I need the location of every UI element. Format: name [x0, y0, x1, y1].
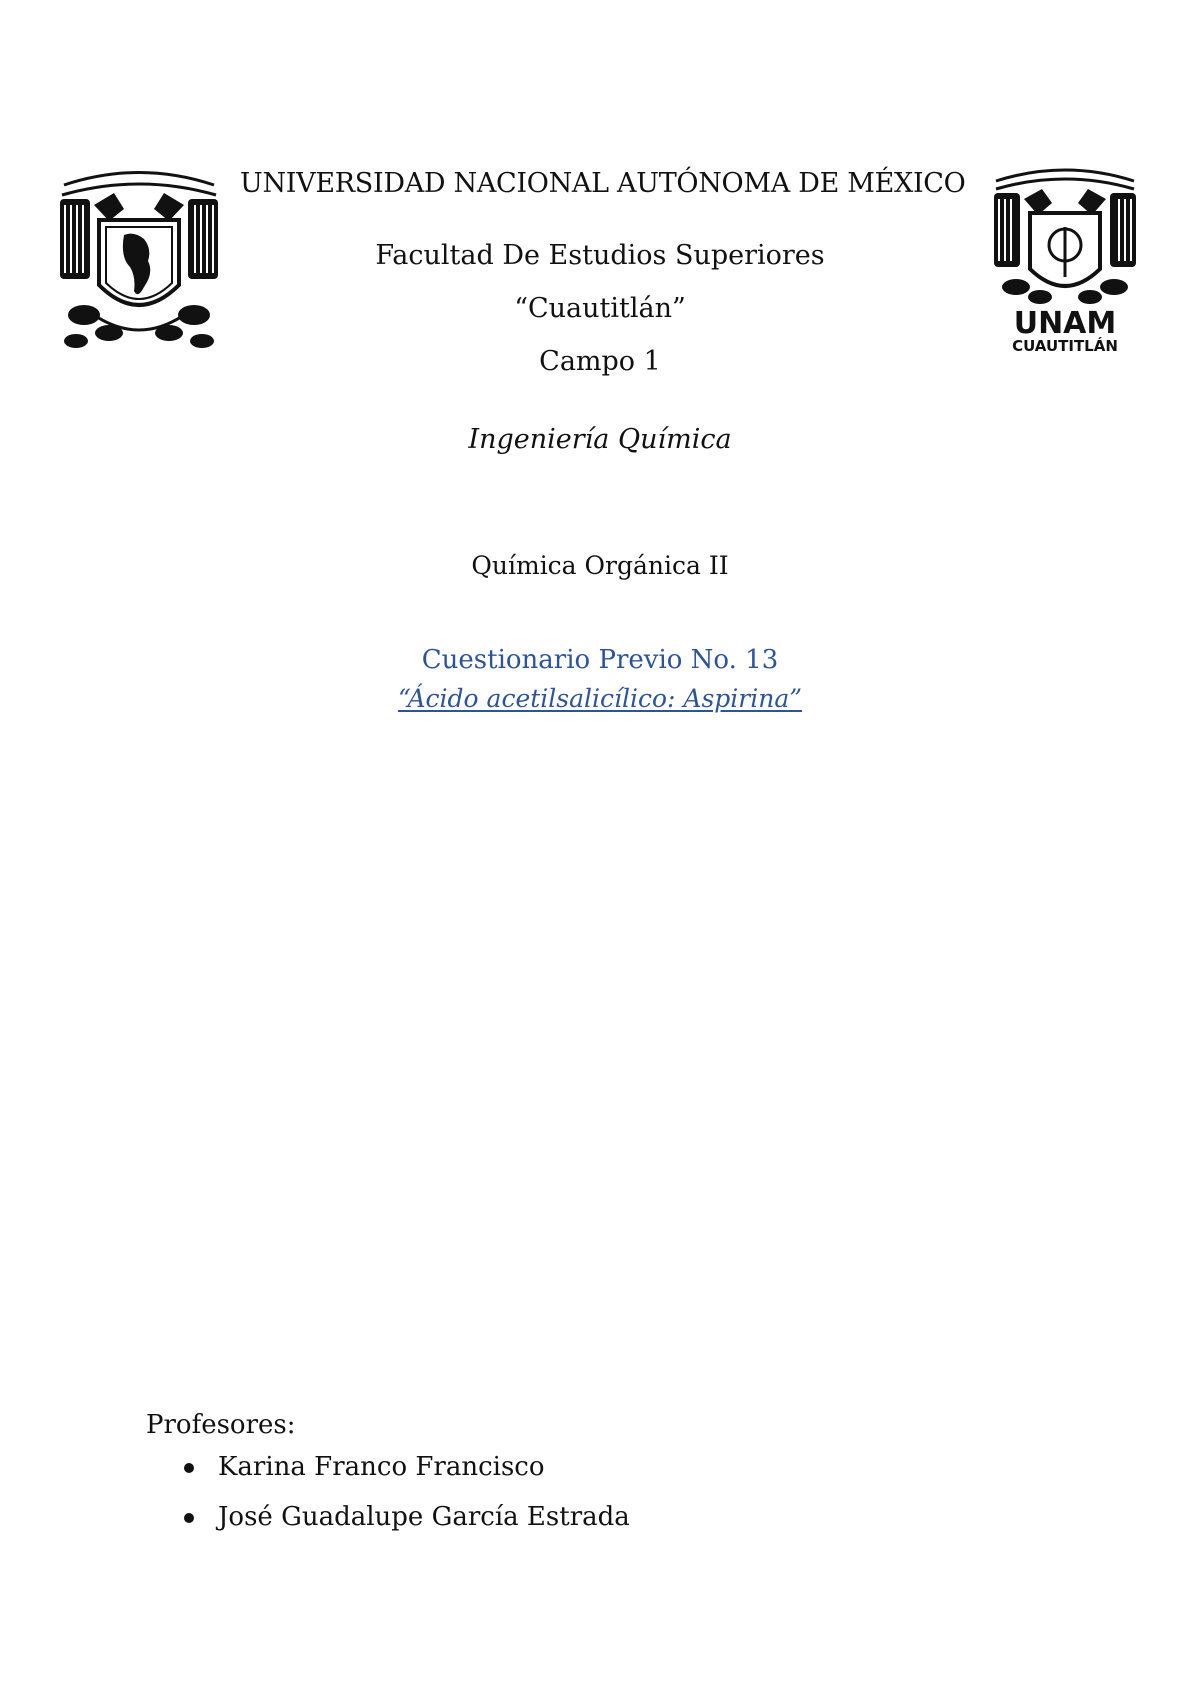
right-seal-caption-sub: CUAUTITLÁN [1012, 337, 1118, 355]
professor-name: José Guadalupe García Estrada [218, 1502, 630, 1532]
professors-label: Profesores: [146, 1410, 296, 1440]
list-item [146, 1500, 630, 1550]
campus-location: “Cuautitlán” [514, 293, 686, 324]
list-item [146, 1450, 630, 1500]
faculty-name: Facultad De Estudios Superiores [375, 240, 825, 271]
subject-name: Química Orgánica II [471, 551, 729, 580]
university-name: UNIVERSIDAD NACIONAL AUTÓNOMA DE MÉXICO [240, 168, 966, 199]
campus-number: Campo 1 [539, 346, 661, 377]
professor-name: Karina Franco Francisco [218, 1452, 545, 1482]
quiz-title: Cuestionario Previo No. 13 [421, 645, 779, 675]
bullet-icon [184, 1513, 194, 1523]
right-seal-caption-main: UNAM [1013, 306, 1117, 341]
bullet-icon [184, 1463, 194, 1473]
quiz-topic-text: “Ácido acetilsalicílico: Aspirina” [397, 684, 803, 713]
professors-list [146, 1450, 630, 1550]
career-name: Ingeniería Química [468, 424, 732, 455]
quiz-topic [0, 684, 1200, 713]
